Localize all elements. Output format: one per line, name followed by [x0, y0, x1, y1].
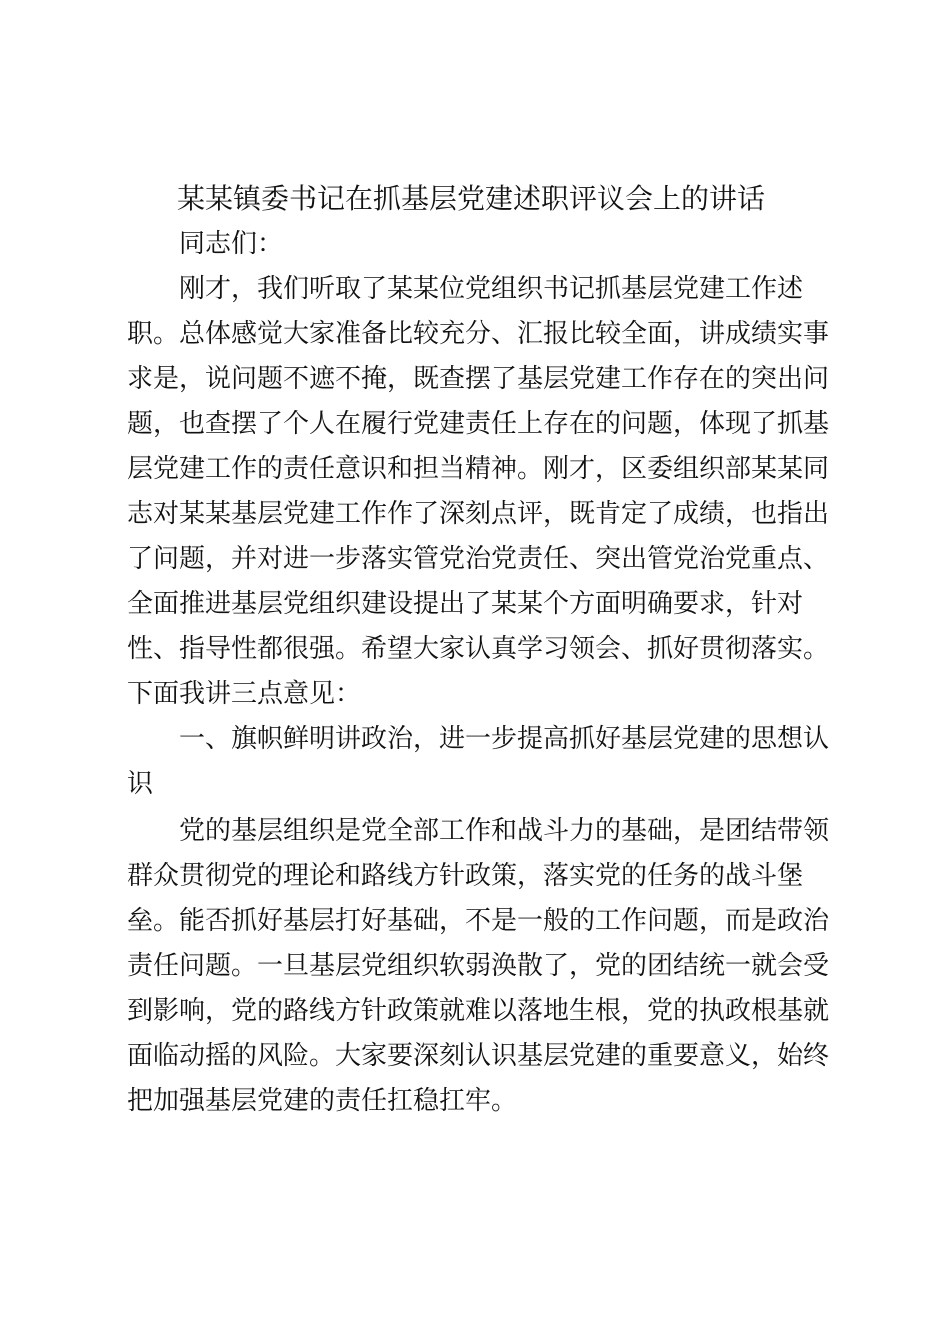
salutation: 同志们：: [179, 229, 284, 259]
paragraph-line: 题，也查摆了个人在履行党建责任上存在的问题，体现了抓基: [127, 409, 830, 439]
document-title: 某某镇委书记在抓基层党建述职评议会上的讲话: [177, 182, 766, 215]
paragraph-1: [127, 267, 830, 717]
paragraph-line: 刚才，我们听取了某某位党组织书记抓基层党建工作述: [179, 274, 804, 304]
heading-line: 识: [127, 769, 154, 799]
paragraph-line: 求是，说问题不遮不掩，既查摆了基层党建工作存在的突出问: [127, 364, 830, 394]
paragraph-line: 下面我讲三点意见：: [127, 679, 362, 709]
paragraph-line: 面临动摇的风险。大家要深刻认识基层党建的重要意义，始终: [127, 1041, 830, 1071]
document-body: [127, 176, 830, 1124]
paragraph-line: 到影响，党的路线方针政策就难以落地生根，党的执政根基就: [127, 996, 830, 1026]
heading-line: 一、旗帜鲜明讲政治，进一步提高抓好基层党建的思想认: [179, 724, 830, 754]
paragraph-line: 性、指导性都很强。希望大家认真学习领会、抓好贯彻落实。: [127, 634, 830, 664]
paragraph-2: [127, 809, 830, 1124]
paragraph-line: 层党建工作的责任意识和担当精神。刚才，区委组织部某某同: [127, 454, 830, 484]
paragraph-line: 垒。能否抓好基层打好基础，不是一般的工作问题，而是政治: [127, 906, 830, 936]
paragraph-line: 把加强基层党建的责任扛稳扛牢。: [127, 1086, 518, 1116]
section-heading-1: [127, 717, 830, 807]
paragraph-line: 党的基层组织是党全部工作和战斗力的基础，是团结带领: [179, 816, 830, 846]
paragraph-line: 了问题，并对进一步落实管党治党责任、突出管党治党重点、: [127, 544, 830, 574]
paragraph-line: 责任问题。一旦基层党组织软弱涣散了，党的团结统一就会受: [127, 951, 830, 981]
paragraph-line: 职。总体感觉大家准备比较充分、汇报比较全面，讲成绩实事: [127, 319, 830, 349]
paragraph-line: 全面推进基层党组织建设提出了某某个方面明确要求，针对: [127, 589, 804, 619]
paragraph-line: 志对某某基层党建工作作了深刻点评，既肯定了成绩，也指出: [127, 499, 830, 529]
paragraph-line: 群众贯彻党的理论和路线方针政策，落实党的任务的战斗堡: [127, 861, 804, 891]
